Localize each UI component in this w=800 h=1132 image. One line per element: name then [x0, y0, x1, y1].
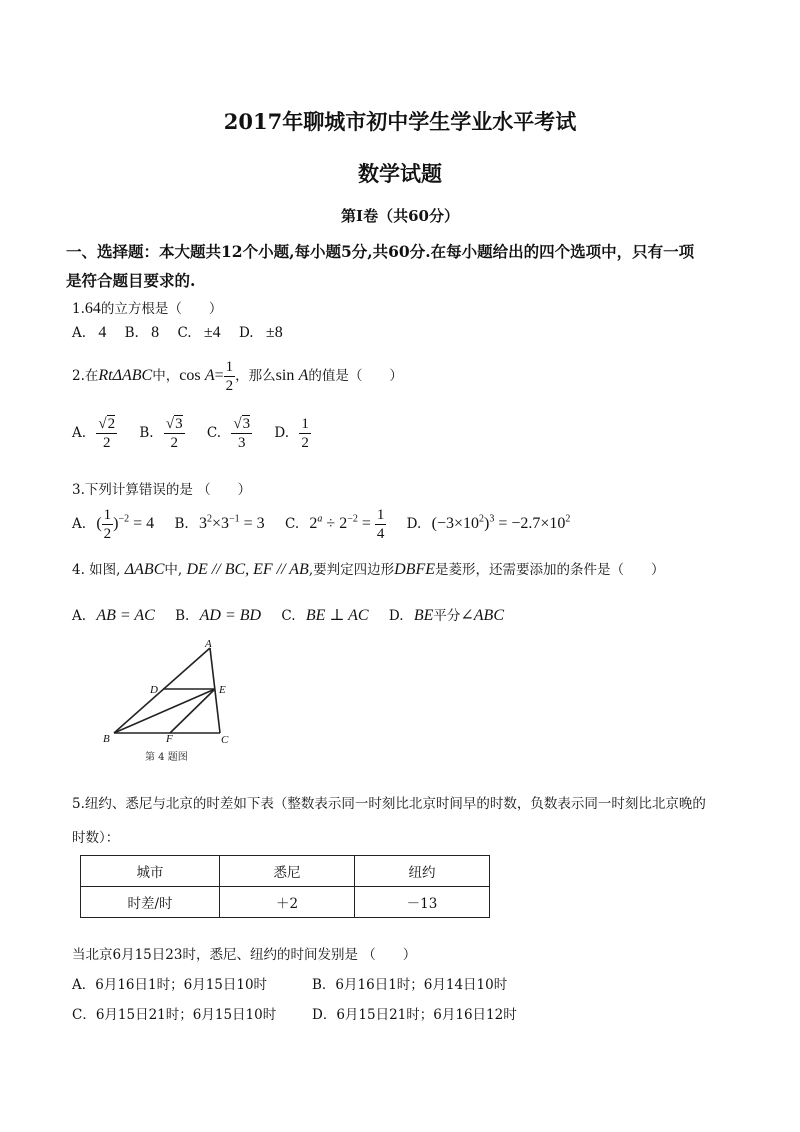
label-f: F — [166, 733, 173, 745]
exam-title: 2017年聊城市初中学生学业水平考试 — [223, 109, 577, 134]
question-1 — [72, 297, 222, 318]
q4-mid: 中, — [164, 562, 183, 578]
sqrt-icon: √ — [165, 416, 175, 432]
q3-a-rparen: ) — [113, 515, 119, 533]
edge-ef — [170, 689, 215, 733]
q3-d-mid: ) — [483, 515, 490, 533]
q2-d-num: 1 — [301, 416, 309, 432]
q4-prefix: 4. 如图, — [72, 562, 121, 578]
q2-c-den: 3 — [237, 435, 246, 451]
q3-a-num: 1 — [103, 507, 112, 523]
q2-cos: cos — [179, 367, 201, 384]
q5-option-c: C．6月15日21时；6月15日10时 — [72, 1007, 277, 1023]
q2-frac-den: 2 — [225, 378, 234, 394]
q3-a-rest: = 4 — [129, 515, 155, 533]
q4-opt-d-angle: ∠ABC — [460, 607, 504, 624]
q4-tail: 是菱形，还需要添加的条件是（ ） — [435, 562, 665, 578]
q4-condition: DE // BC, EF // AB — [186, 561, 309, 578]
q5-line1: 5.纽约、悉尼与北京的时差如下表（整数表示同一时刻比北京时间早的时数，负数表示同一时刻比北京晚的 — [72, 796, 706, 812]
table-row — [81, 887, 490, 918]
table-header-cell: 城市 — [81, 856, 220, 887]
q2-sin: sin — [275, 367, 295, 384]
q4-mid2: ,要判定四边形 — [308, 562, 395, 578]
q4-options — [72, 604, 504, 625]
table-cell: －13 — [355, 887, 490, 918]
section-instruction-line2: 是符合题目要求的. — [66, 271, 196, 290]
edge-ba — [114, 648, 210, 733]
table-cell: 时差/时 — [81, 887, 220, 918]
q2-opt-d-label: D. — [274, 425, 290, 441]
label-a: A — [205, 638, 212, 650]
q1-num: 64 — [84, 300, 101, 317]
q1-text: 的立方根是（ ） — [100, 301, 223, 317]
q4-opt-b-label: B. — [175, 608, 190, 624]
q2-c-num: 3 — [242, 416, 251, 432]
q2-mid: 中， — [152, 368, 180, 384]
question-4 — [72, 558, 665, 579]
label-b: B — [103, 733, 110, 745]
q4-opt-c-label: C. — [281, 608, 296, 624]
q3-b-base: 3 — [198, 515, 207, 533]
q3-a-exp: −2 — [118, 513, 130, 525]
q2-opt-a — [96, 415, 117, 452]
q4-opt-a: AB = AC — [96, 607, 155, 624]
sqrt-icon: √ — [98, 416, 107, 432]
label-d: D — [150, 684, 158, 696]
q1-opt-b-label: B. — [124, 325, 139, 341]
table-header-cell: 悉尼 — [220, 856, 355, 887]
q2-eq: = — [214, 367, 224, 384]
q3-opt-b — [199, 515, 265, 532]
q3-b-rest: = 3 — [239, 515, 265, 533]
q3-b-mid: ×3 — [211, 515, 230, 533]
q4-opt-d-label: D. — [388, 608, 404, 624]
q3-a-lparen: ( — [96, 515, 102, 533]
q3-d-right: = −2.7×10 — [494, 515, 566, 533]
q4-opt-b: AD = BD — [199, 607, 262, 624]
q4-opt-a-label: A. — [72, 608, 87, 624]
q2-opt-d — [299, 415, 311, 452]
q3-opt-d-label: D. — [406, 516, 422, 533]
q2-opt-c-label: C. — [206, 425, 222, 441]
sqrt-icon: √ — [233, 416, 242, 432]
q1-opt-c: ±4 — [203, 324, 221, 341]
q2-fraction — [224, 358, 236, 395]
q2-opt-a-label: A. — [72, 425, 87, 441]
subject-title: 数学试题 — [358, 161, 442, 186]
q4-triangle: ΔABC — [124, 561, 165, 578]
q5-option-d: D．6月15日21时；6月16日12时 — [312, 1007, 517, 1023]
q2-frac-num: 1 — [225, 359, 234, 375]
q4-opt-d-text: 平分 — [433, 608, 461, 624]
q3-c-base: 2 — [309, 515, 318, 533]
q3-d-exp3: 2 — [565, 513, 571, 525]
q1-options — [72, 324, 283, 342]
table-header-row — [81, 856, 490, 887]
q4-opt-c: BE ⊥ AC — [305, 607, 369, 624]
label-c: C — [221, 734, 229, 746]
q3-c-exp2: −2 — [347, 513, 358, 525]
edge-be — [114, 689, 215, 733]
q2-d-den: 2 — [301, 435, 309, 451]
q3-d-exp1: 2 — [478, 513, 484, 525]
q2-a-den: 2 — [102, 435, 111, 451]
figure-caption: 第 4 题图 — [145, 752, 188, 763]
q3-b-exp2: −1 — [229, 513, 240, 525]
q2-angle-a2: A — [298, 367, 309, 384]
question-3: 3.下列计算错误的是 （ ） — [72, 482, 252, 498]
q2-prefix: 2.在 — [72, 368, 99, 384]
q3-b-exp1: 2 — [206, 513, 212, 525]
q3-c-den: 4 — [376, 526, 385, 542]
q3-c-exp1: a — [317, 513, 323, 525]
section-instruction-line1: 一、选择题：本大题共12个小题,每小题5分,共60分.在每小题给出的四个选项中，只有一项 — [66, 242, 695, 261]
q5-option-a: A．6月16日1时；6月15日10时 — [72, 977, 268, 993]
q4-quadrilateral: DBFE — [394, 561, 435, 578]
q2-opt-b — [164, 415, 185, 452]
question-2 — [72, 358, 403, 395]
q3-opt-c-label: C. — [284, 516, 300, 533]
q5-question: 当北京6月15日23时，悉尼、纽约的时间发别是 （ ） — [72, 947, 417, 963]
q3-c-mid: ÷ 2 — [322, 515, 348, 533]
volume-title: 第Ⅰ卷（共60分） — [341, 207, 459, 225]
q3-options — [72, 506, 570, 543]
q3-c-num: 1 — [376, 507, 385, 523]
q3-opt-c — [309, 507, 386, 542]
q3-a-den: 2 — [103, 526, 112, 542]
q2-opt-b-label: B. — [139, 425, 154, 441]
q3-d-left: (−3×10 — [431, 515, 479, 533]
q4-triangle-figure — [100, 638, 250, 768]
q1-opt-b: 8 — [151, 324, 160, 341]
q5-line2: 时数）： — [72, 830, 120, 846]
q1-prefix: 1. — [72, 301, 85, 317]
q2-tail2: 的值是（ ） — [308, 368, 403, 384]
q2-triangle: ΔABC — [112, 367, 153, 384]
q2-angle-a: A — [204, 367, 215, 384]
q3-opt-d — [432, 515, 571, 532]
q2-b-den: 2 — [170, 435, 178, 451]
q2-tail1: ，那么 — [235, 368, 276, 384]
q2-opt-c — [231, 415, 252, 452]
table-cell: ＋2 — [220, 887, 355, 918]
table-header-cell: 纽约 — [355, 856, 490, 887]
q2-options — [72, 415, 311, 452]
q1-opt-a-label: A. — [72, 325, 87, 341]
q2-rt: Rt — [98, 367, 113, 384]
q3-opt-a-label: A. — [72, 516, 87, 533]
q1-opt-c-label: C. — [177, 325, 192, 341]
q3-d-exp2: 3 — [489, 513, 495, 525]
q1-opt-d-label: D. — [238, 325, 254, 341]
q3-opt-b-label: B. — [174, 516, 189, 533]
q1-opt-d: ±8 — [265, 324, 283, 341]
q2-a-num: 2 — [107, 416, 116, 432]
q3-opt-a — [96, 507, 155, 542]
q4-opt-d-expr: BE — [413, 607, 434, 624]
timezone-table — [80, 855, 490, 918]
q5-option-b: B．6月16日1时；6月14日10时 — [312, 977, 508, 993]
q2-b-num: 3 — [175, 416, 183, 432]
label-e: E — [219, 684, 226, 696]
q3-c-eq: = — [357, 515, 375, 533]
q1-opt-a: 4 — [98, 324, 107, 341]
